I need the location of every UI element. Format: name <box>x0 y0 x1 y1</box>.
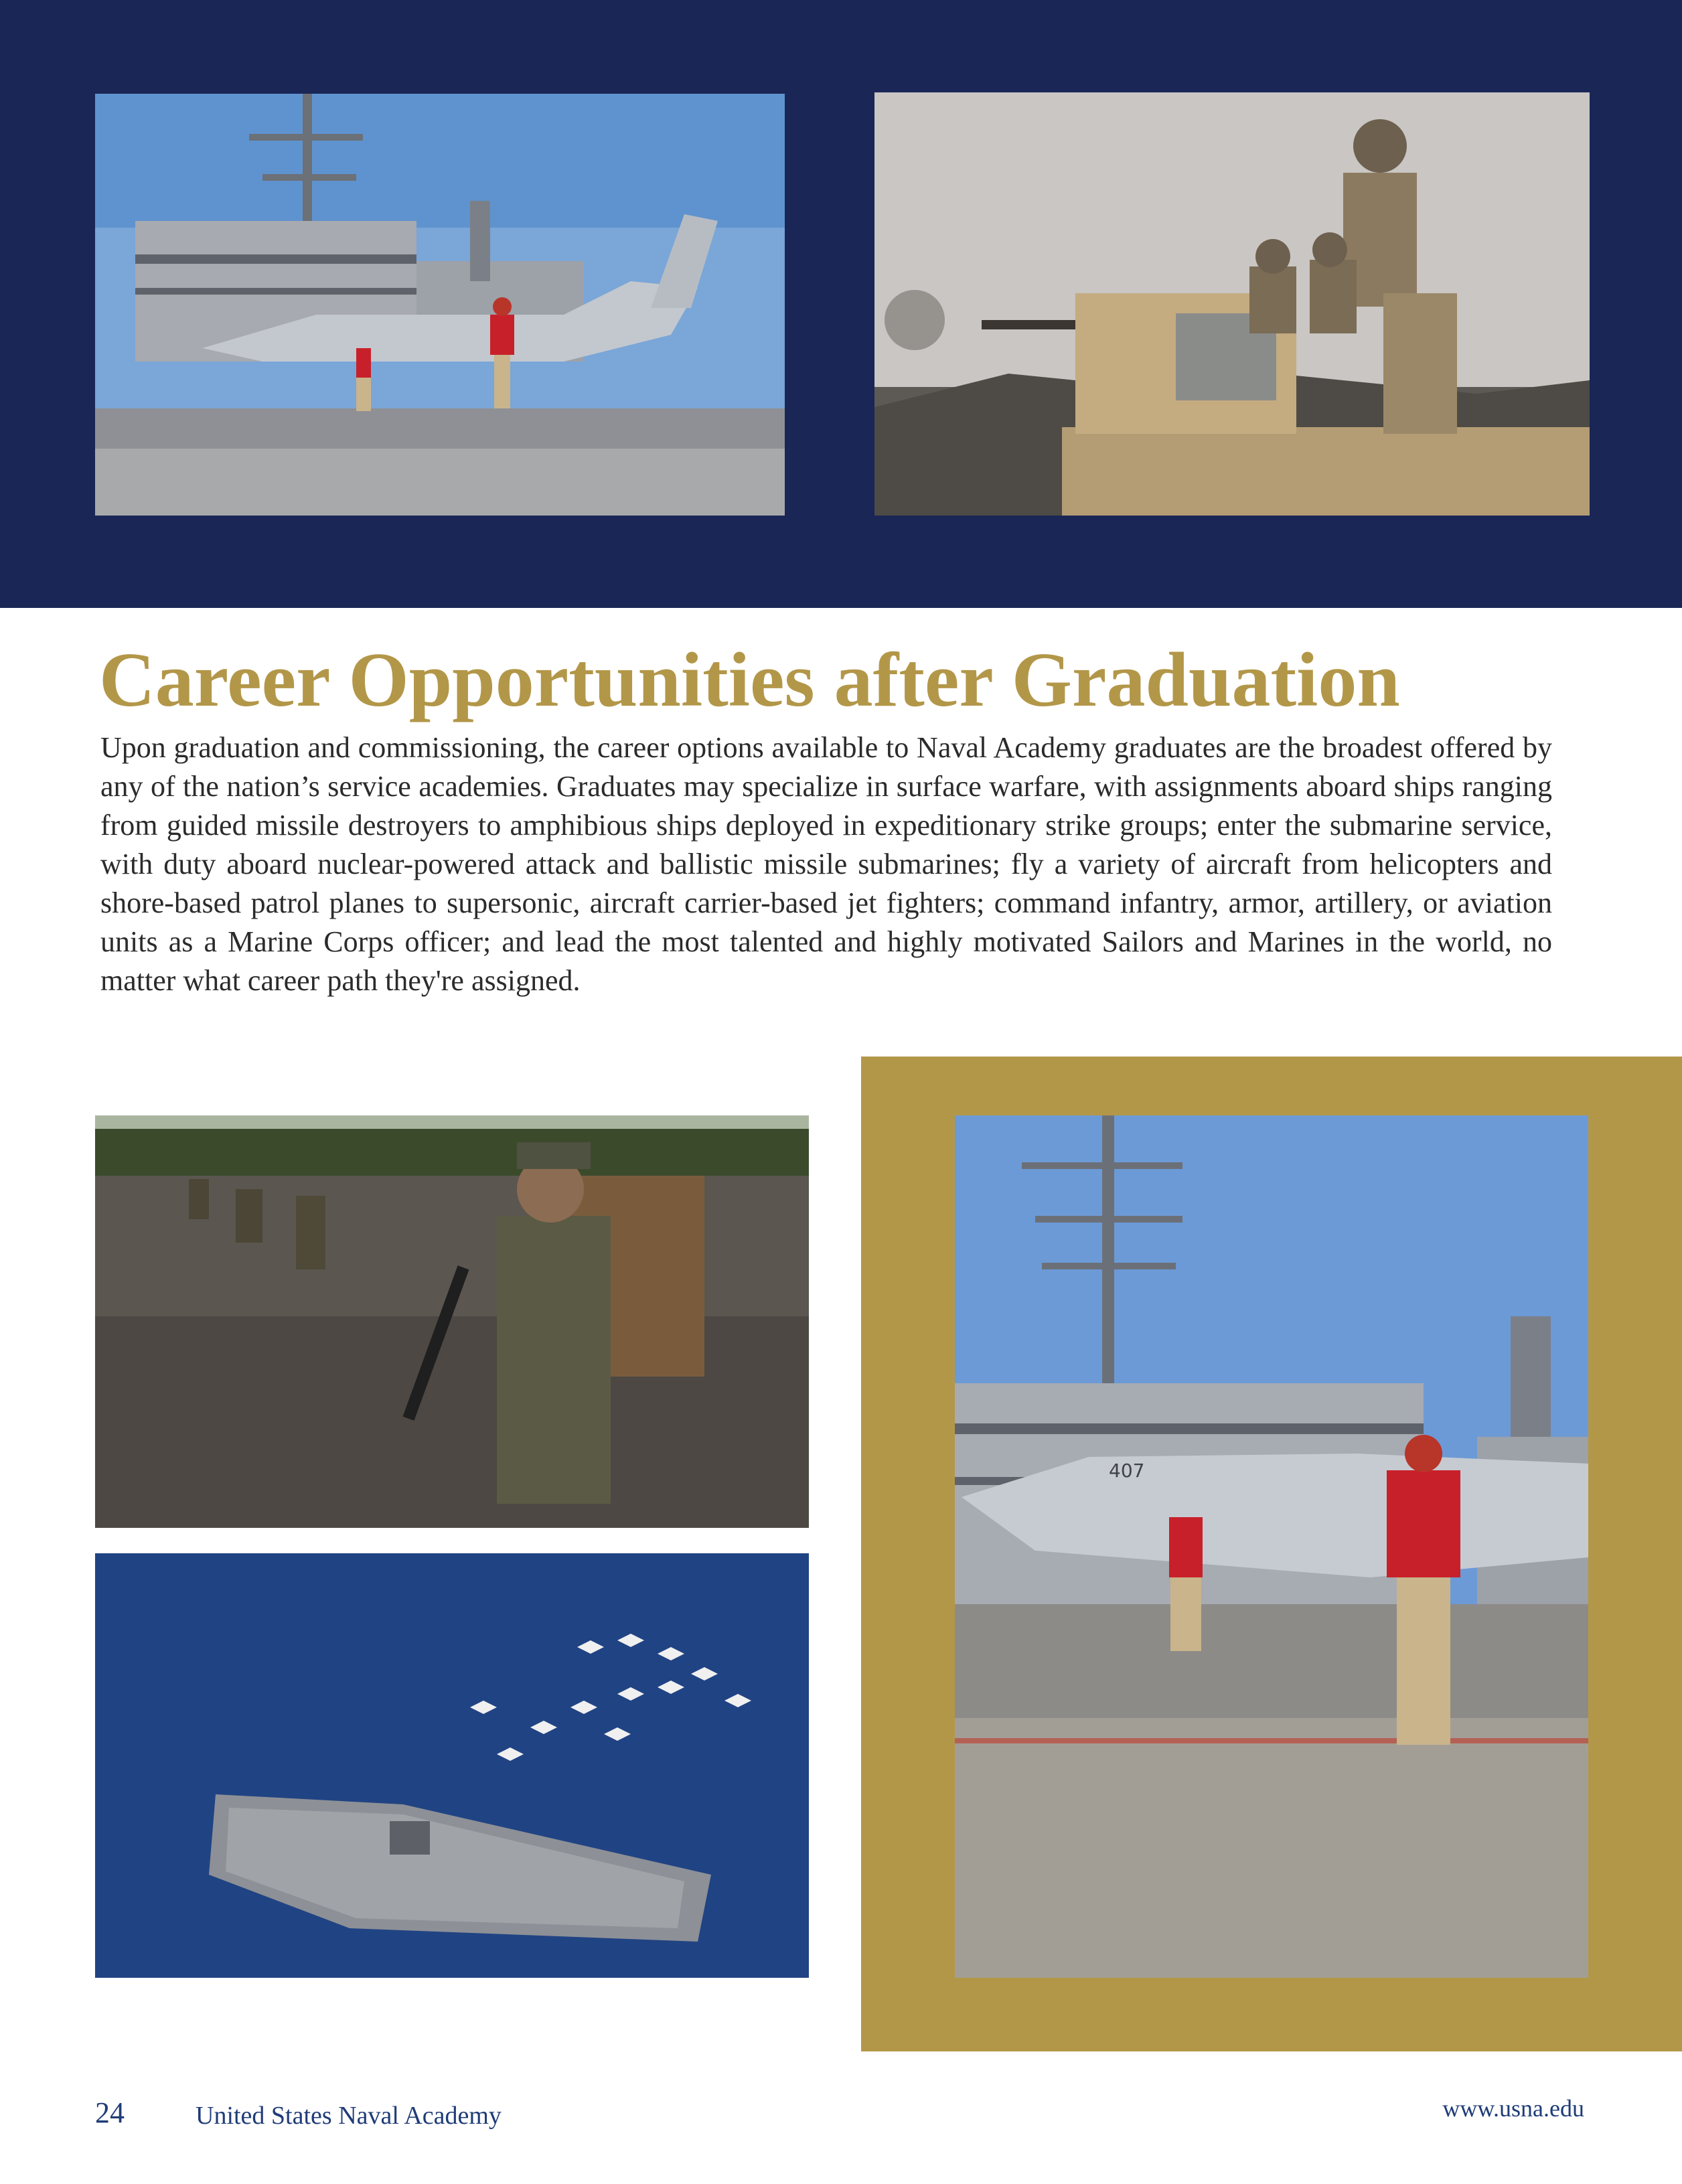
page-title: Career Opportunities after Graduation <box>99 637 1400 723</box>
page-number: 24 <box>95 2096 125 2129</box>
carrier-deck-crew-photo <box>955 1115 1588 1978</box>
intro-paragraph: Upon graduation and commissioning, the career options available to Naval Academy graduates are the broadest offered by any of the nation’s service academies. Graduates may specialize in surface warfare, with assignments aboard ships ranging from guided missile destroyers to amphibious ships deployed in expeditionary strike groups; enter the submarine service, with duty aboard nuclear-powered attack and ballistic missile submarines; fly a variety of aircraft from helicopters and shore-based patrol planes to supersonic, aircraft carrier-based jet fighters; command infantry, armor, artillery, or aviation units as a Marine Corps officer; and lead the most talented and highly motivated Sailors and Marines in the world, no matter what career path they're assigned. <box>100 731 1552 997</box>
carrier-deck-photo <box>95 94 785 516</box>
marine-vehicle-photo <box>874 92 1590 516</box>
publication-name: United States Naval Academy <box>196 2102 502 2130</box>
carrier-aerial-photo <box>95 1553 809 1978</box>
jet-tail-number: 407 <box>1109 1460 1145 1482</box>
marine-wading-photo <box>95 1115 809 1528</box>
website-link[interactable]: www.usna.edu <box>1442 2095 1584 2122</box>
